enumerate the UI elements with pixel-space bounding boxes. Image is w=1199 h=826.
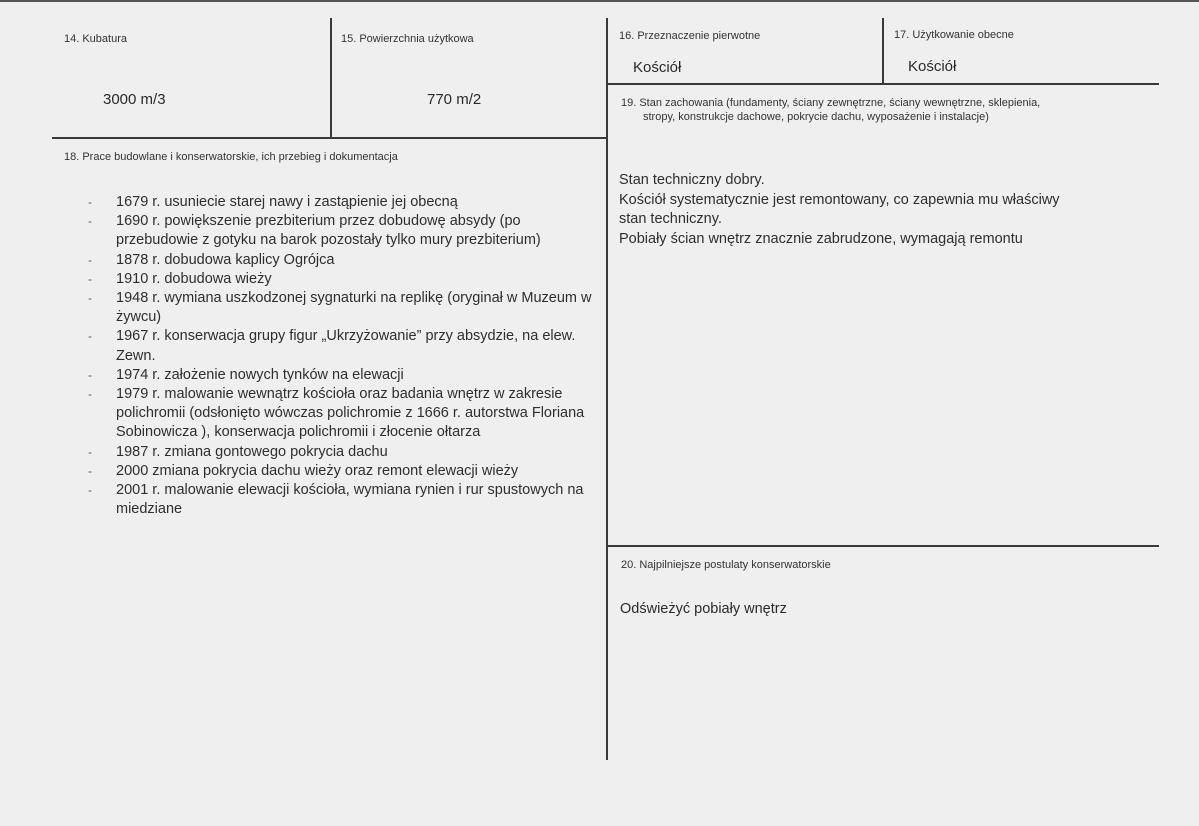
- field-19-label: [621, 96, 1040, 124]
- field-14-label: 14. Kubatura: [64, 33, 127, 45]
- list-item-text: 1690 r. powiększenie prezbiterium przez dobudowę absydy (po przebudowie z gotyku na barok pozostały tylko mury prezbiterium): [116, 213, 541, 249]
- list-item-text: 2000 zmiana pokrycia dachu wieży oraz remont elewacji wieży: [116, 462, 519, 479]
- list-item: - 1910 r. dobudowa wieży: [88, 270, 272, 287]
- field-19-line: Stan techniczny dobry.: [619, 172, 765, 188]
- list-item-text: 1967 r. konserwacja grupy figur „Ukrzyżowanie” przy absydzie, na elew. Zewn.: [116, 328, 576, 364]
- list-item-text: 2001 r. malowanie elewacji kościoła, wymiana rynien i rur spustowych na miedziane: [116, 482, 584, 518]
- field-20-value: Odświeżyć pobiały wnętrz: [620, 601, 787, 617]
- list-item-text: 1979 r. malowanie wewnątrz kościoła oraz badania wnętrz w zakresie polichromii (odsłonięto wówczas polichromie z 1666 r. autorstwa Floriana Sobinowicza ), konserwacja polichromii i złocenie ołtarza: [116, 386, 585, 441]
- field-17-value: Kościół: [908, 58, 957, 75]
- list-item: - 1967 r. konserwacja grupy figur „Ukrzyżowanie” przy absydzie, na elew. Zewn.: [88, 328, 576, 364]
- field-19-line: Pobiały ścian wnętrz znacznie zabrudzone, wymagają remontu: [619, 230, 1023, 247]
- line-above-20: [606, 545, 1159, 547]
- field-16-value: Kościół: [633, 59, 682, 76]
- divider-14-15: [330, 18, 332, 138]
- list-item-text: 1974 r. założenie nowych tynków na elewacji: [116, 366, 404, 383]
- list-item-text: 1878 r. dobudowa kaplicy Ogrójca: [116, 251, 335, 268]
- field-18-label: 18. Prace budowlane i konserwatorskie, ich przebieg i dokumentacja: [64, 151, 398, 163]
- list-item: - 1987 r. zmiana gontowego pokrycia dachu: [88, 443, 388, 460]
- list-item: - 2000 zmiana pokrycia dachu wieży oraz remont elewacji wieży: [88, 462, 519, 479]
- works-list: [88, 193, 598, 519]
- list-item-text: 1679 r. usuniecie starej nawy i zastąpienie jej obecną: [116, 194, 458, 210]
- list-item: - 1979 r. malowanie wewnątrz kościoła oraz badania wnętrz w zakresie polichromii (odsłonięto wówczas polichromie z 1666 r. autorstwa Floriana Sobinowicza ), konserwacja polichromii i złocenie ołtarza: [88, 386, 585, 441]
- top-edge-line: [0, 0, 1199, 2]
- field-19-label-line1: 19. Stan zachowania (fundamenty, ściany zewnętrzne, ściany wewnętrzne, sklepienia,: [621, 97, 1041, 109]
- field-14-value: 3000 m/3: [103, 91, 166, 108]
- list-item: - 1690 r. powiększenie prezbiterium przez dobudowę absydy (po przebudowie z gotyku na barok pozostały tylko mury prezbiterium): [88, 213, 541, 249]
- divider-16-17: [882, 18, 884, 84]
- list-item: - 1974 r. założenie nowych tynków na elewacji: [88, 366, 404, 383]
- list-item-text: 1948 r. wymiana uszkodzonej sygnaturki na replikę (oryginał w Muzeum w żywcu): [116, 290, 592, 326]
- list-item: - 1948 r. wymiana uszkodzonej sygnaturki na replikę (oryginał w Muzeum w żywcu): [88, 290, 592, 326]
- field-17-label: 17. Użytkowanie obecne: [894, 29, 1014, 41]
- field-15-value: 770 m/2: [427, 91, 482, 108]
- field-20-label: 20. Najpilniejsze postulaty konserwatorskie: [621, 559, 831, 571]
- field-15-label: 15. Powierzchnia użytkowa: [341, 33, 474, 45]
- list-item-text: 1910 r. dobudowa wieży: [116, 270, 272, 287]
- list-item: - 1679 r. usuniecie starej nawy i zastąpienie jej obecną: [88, 194, 458, 210]
- list-item: - 1878 r. dobudowa kaplicy Ogrójca: [88, 251, 335, 268]
- field-19-label-line2: stropy, konstrukcje dachowe, pokrycie dachu, wyposażenie i instalacje): [643, 111, 989, 123]
- field-19-line: stan techniczny.: [619, 211, 722, 227]
- list-item-text: 1987 r. zmiana gontowego pokrycia dachu: [116, 443, 388, 460]
- list-item: - 2001 r. malowanie elewacji kościoła, wymiana rynien i rur spustowych na miedziane: [88, 482, 584, 518]
- center-divider: [606, 18, 608, 760]
- field-16-label: 16. Przeznaczenie pierwotne: [619, 30, 761, 42]
- field-19-text: [619, 171, 1149, 249]
- field-19-line: Kościół systematycznie jest remontowany, co zapewnia mu właściwy: [619, 191, 1060, 208]
- line-under-16-17: [606, 83, 1159, 85]
- line-under-14-15: [52, 137, 608, 139]
